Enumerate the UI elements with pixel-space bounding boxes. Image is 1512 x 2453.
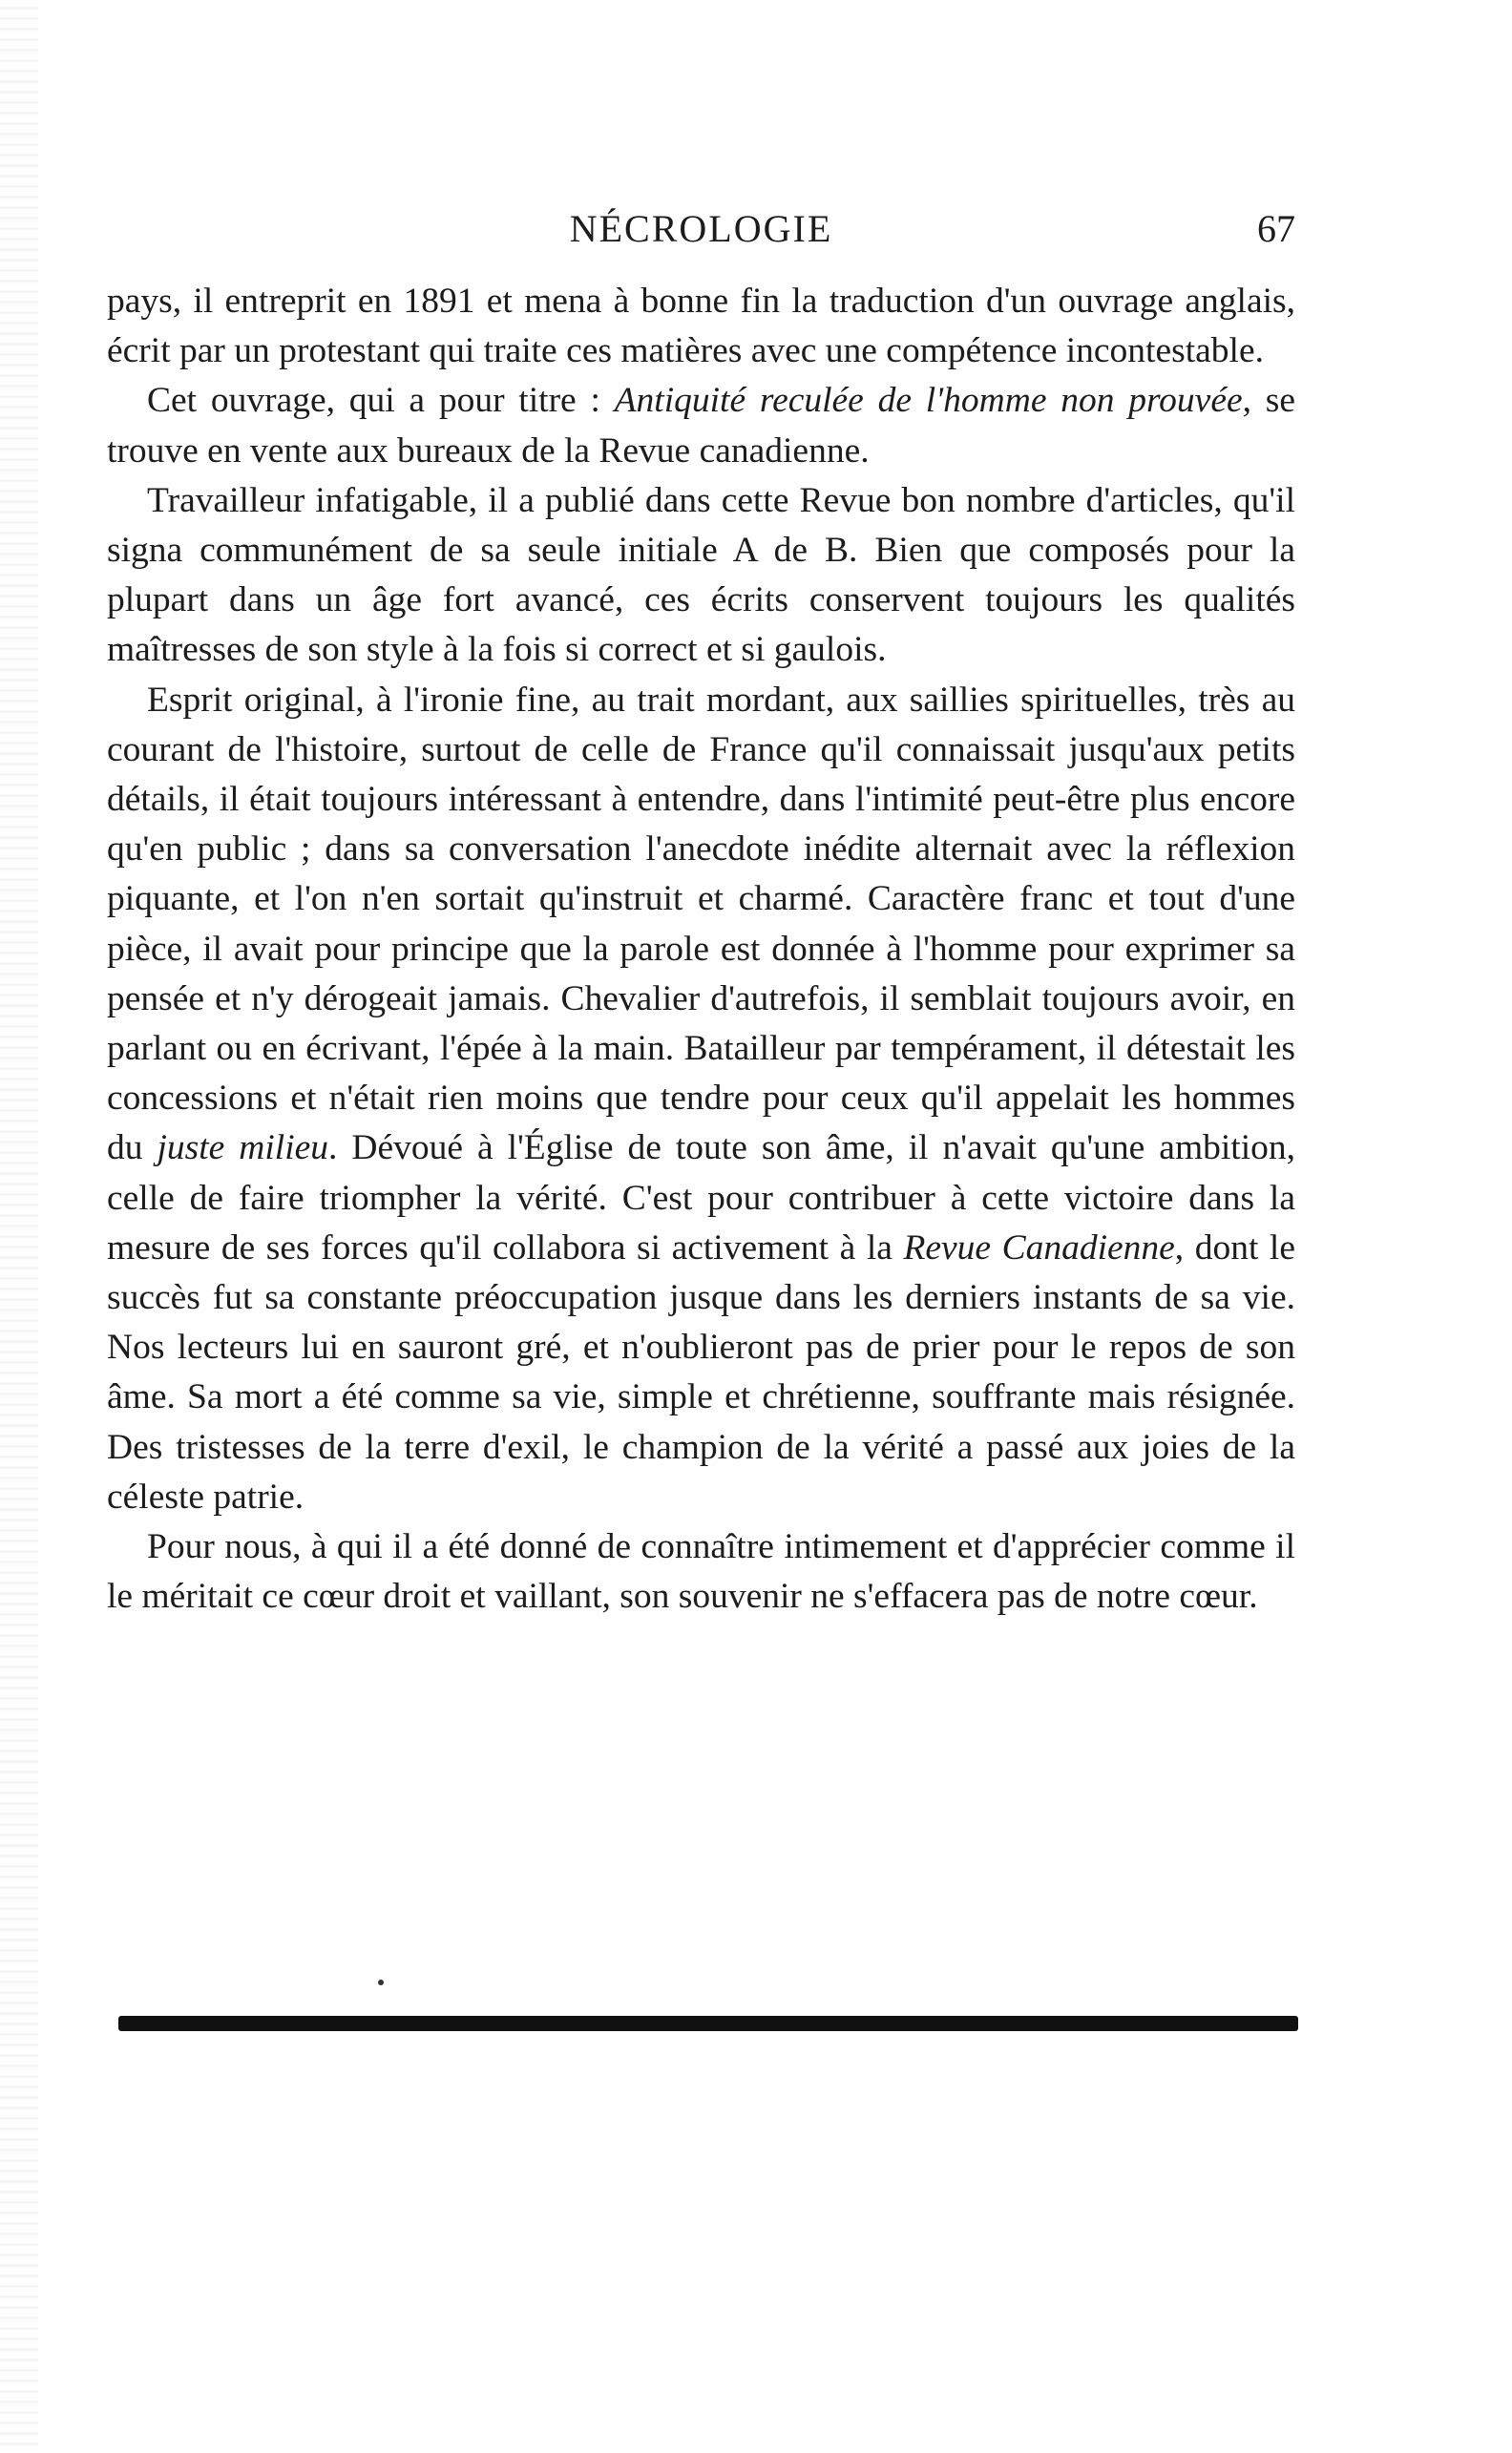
- book-title: Antiquité reculée de l'homme non prouvée: [614, 381, 1243, 421]
- paragraph-3: [107, 476, 1295, 676]
- paragraph-4: [107, 676, 1295, 1522]
- text-segment: Cet ouvrage, qui a pour titre :: [147, 381, 615, 421]
- text-segment: , dont le succès fut sa constante préoccupation jusque dans les derniers instants de sa vie. Nos lecteurs lui en sauront gré, et n'oublieront pas de prier pour le repos de son âme. Sa mort a été comme sa vie, simple et chrétienne, souffrante mais résignée. Des tristesses de la terre d'exil, le champion de la vérité a passé aux joies de la céleste patrie.: [107, 1227, 1295, 1517]
- text-segment: , se trouve en vente aux bureaux de la Revue canadienne.: [107, 381, 1295, 471]
- running-title: NÉCROLOGIE: [569, 207, 833, 250]
- text-segment: Pour nous, à qui il a été donné de connaître intimement et d'apprécier comme il le méritait ce cœur droit et vaillant, son souvenir ne s'effacera pas de notre cœur.: [107, 1527, 1295, 1617]
- paragraph-1: [107, 277, 1295, 376]
- text-segment: Esprit original, à l'ironie fine, au trait mordant, aux saillies spirituelles, très au courant de l'histoire, surtout de celle de France qu'il connaissait jusqu'aux petits détails, il était toujours intéressant à entendre, dans l'intimité peut-être plus encore qu'en public ; dans sa conversation l'anecdote inédite alternait avec la réflexion piquante, et l'on n'en sortait qu'instruit et charmé. Caractère franc et tout d'une pièce, il avait pour principe que la parole est donnée à l'homme pour exprimer sa pensée et n'y dérogeait jamais. Chevalier d'autrefois, il semblait toujours avoir, en parlant ou en écrivant, l'épée à la main. Batailleur par tempérament, il détestait les concessions et n'était rien moins que tendre pour ceux qu'il appelait les hommes du: [107, 680, 1295, 1168]
- paragraph-5: [107, 1522, 1295, 1622]
- page-header: [107, 202, 1295, 256]
- page-number: 67: [1257, 207, 1295, 250]
- closing-rule: [118, 2016, 1298, 2031]
- body-text: [107, 277, 1295, 1622]
- text-segment: Travailleur infatigable, il a publié dans cette Revue bon nombre d'articles, qu'il signa communément de sa seule initiale A de B. Bien que composés pour la plupart dans un âge fort avancé, ces écrits conservent toujours les qualités maîtresses de son style à la fois si correct et si gaulois.: [107, 480, 1295, 670]
- paragraph-2: [107, 376, 1295, 475]
- text-segment: pays, il entreprit en 1891 et mena à bonne fin la traduction d'un ouvrage anglais, écrit par un protestant qui traite ces matières avec une compétence incontestable.: [107, 282, 1295, 371]
- scan-edge-noise: [0, 0, 38, 2453]
- journal-title: Revue Canadienne: [903, 1227, 1175, 1268]
- text-segment: . Dévoué à l'Église de toute son âme, il n'avait qu'une ambition, celle de faire triompher la vérité. C'est pour contribuer à cette victoire dans la mesure de ses forces qu'il collabora si activement à la: [107, 1128, 1295, 1268]
- ornament-dot: [378, 1980, 384, 1985]
- italic-phrase: juste milieu: [157, 1128, 329, 1168]
